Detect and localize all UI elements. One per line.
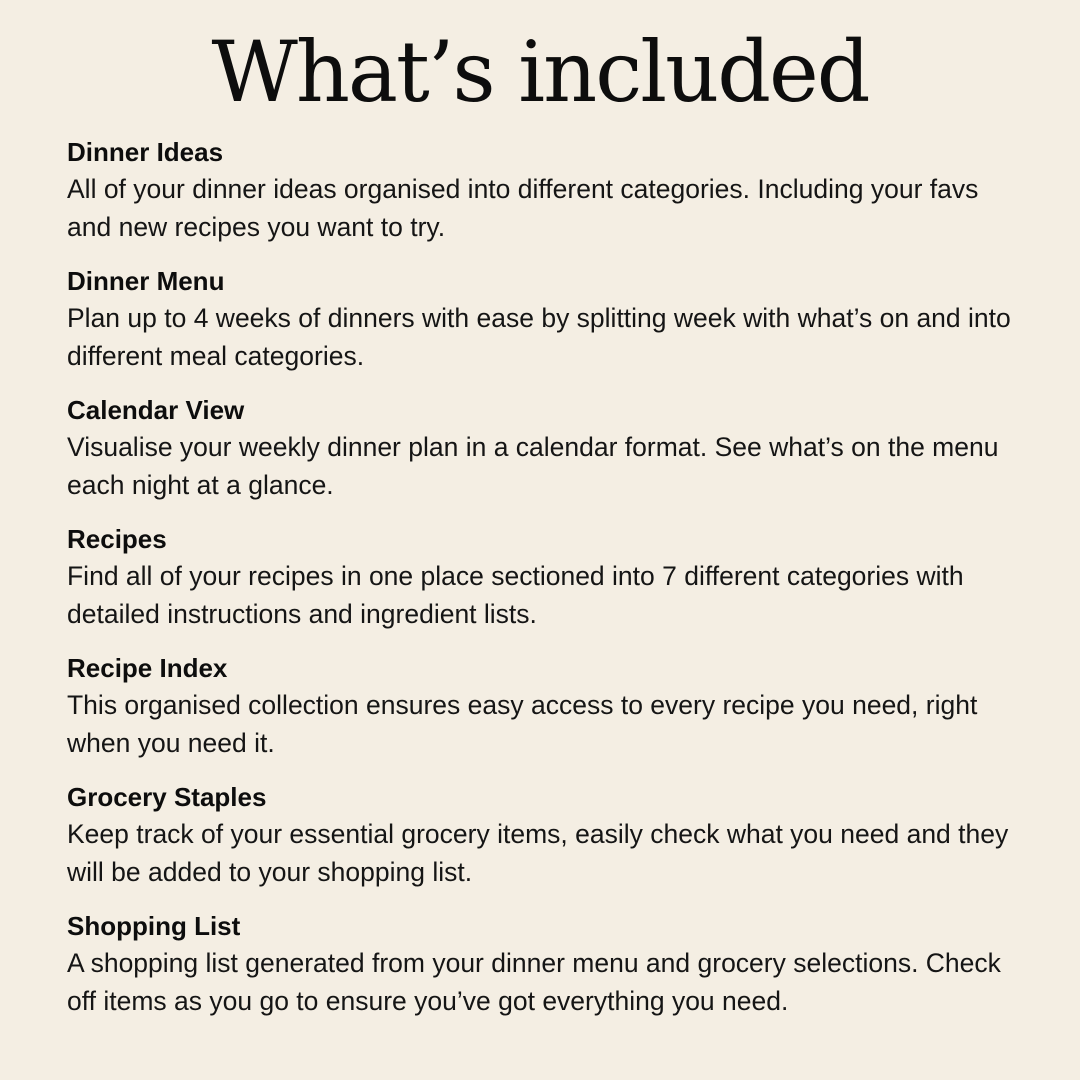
- feature-description: This organised collection ensures easy access to every recipe you need, right when you need it.: [67, 690, 978, 758]
- feature-item-grocery-staples: [67, 779, 1027, 891]
- feature-list: [67, 134, 1027, 1037]
- page-title: What’s included: [211, 23, 869, 121]
- feature-description: A shopping list generated from your dinner menu and grocery selections. Check off items as you go to ensure you’ve got everything you need.: [67, 948, 1001, 1016]
- feature-description: Keep track of your essential grocery items, easily check what you need and they will be added to your shopping list.: [67, 819, 1009, 887]
- feature-heading: Dinner Ideas: [67, 137, 224, 167]
- feature-heading: Grocery Staples: [67, 782, 267, 812]
- feature-description: Plan up to 4 weeks of dinners with ease by splitting week with what’s on and into different meal categories.: [67, 303, 1011, 371]
- feature-item-recipes: [67, 521, 1027, 633]
- feature-item-dinner-menu: [67, 263, 1027, 375]
- feature-description: All of your dinner ideas organised into different categories. Including your favs and new recipes you want to try.: [67, 174, 979, 242]
- feature-item-recipe-index: [67, 650, 1027, 762]
- feature-item-shopping-list: [67, 908, 1027, 1020]
- feature-description: Visualise your weekly dinner plan in a calendar format. See what’s on the menu each night at a glance.: [67, 432, 999, 500]
- feature-heading: Calendar View: [67, 395, 245, 425]
- feature-description: Find all of your recipes in one place sectioned into 7 different categories with detailed instructions and ingredient lists.: [67, 561, 964, 629]
- feature-item-dinner-ideas: [67, 134, 1027, 246]
- feature-heading: Dinner Menu: [67, 266, 225, 296]
- feature-heading: Shopping List: [67, 911, 241, 941]
- feature-heading: Recipe Index: [67, 653, 228, 683]
- feature-heading: Recipes: [67, 524, 167, 554]
- feature-item-calendar-view: [67, 392, 1027, 504]
